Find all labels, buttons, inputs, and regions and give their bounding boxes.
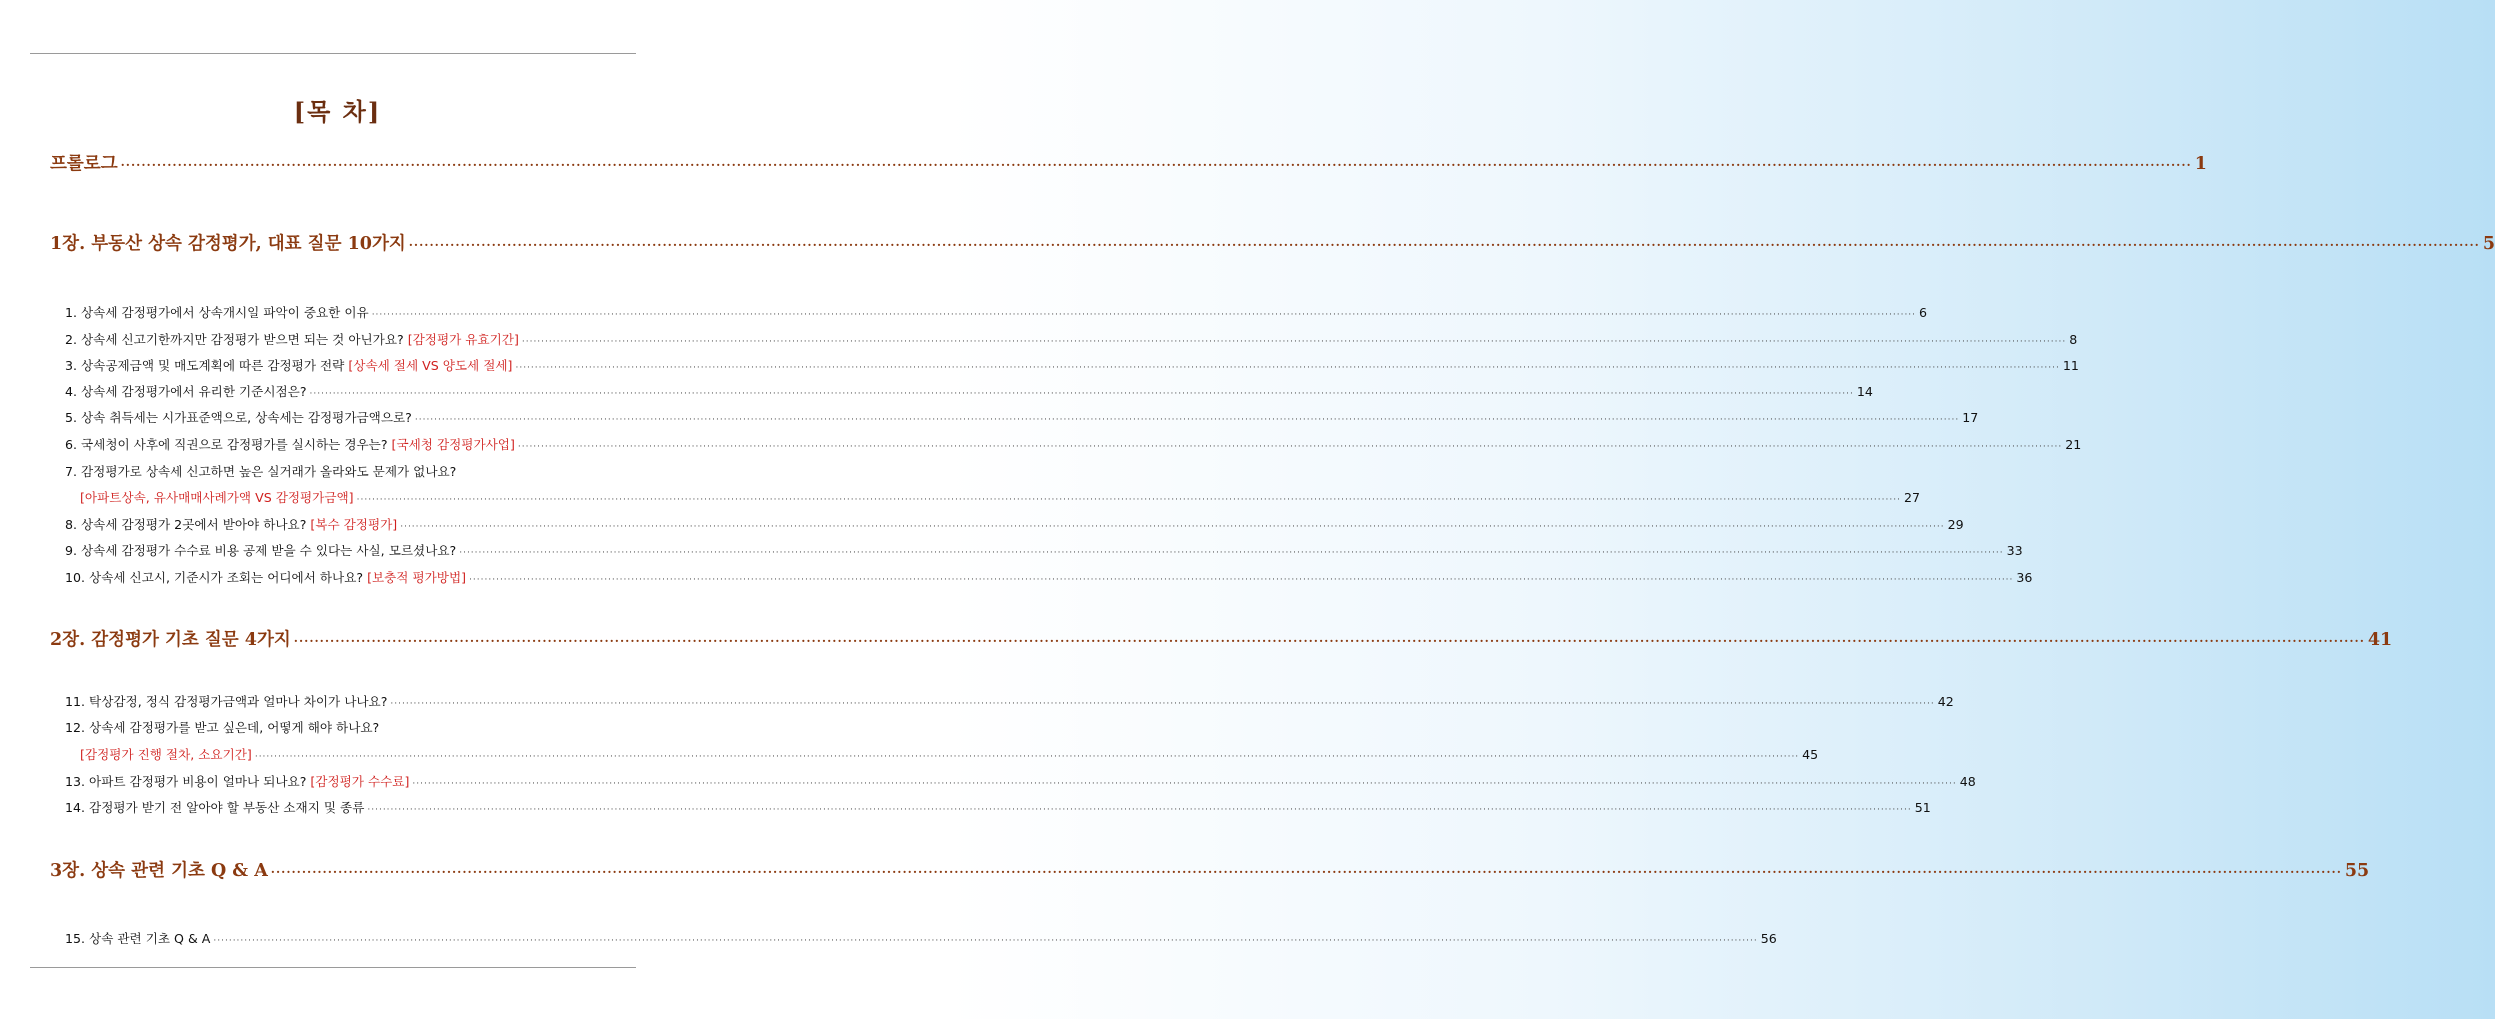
toc-entry-title bbox=[80, 744, 252, 763]
toc-entry bbox=[65, 329, 2078, 348]
page-number: 45 bbox=[1802, 747, 1819, 762]
toc-entry-tag: [국세청 감정평가사업] bbox=[391, 437, 515, 452]
toc-entry-title bbox=[65, 514, 397, 533]
toc-entry bbox=[65, 461, 617, 480]
dot-leader: ················································································································································································································································································································································································································ bbox=[371, 310, 1917, 320]
toc-entry bbox=[65, 514, 1964, 533]
page-number: 8 bbox=[2069, 332, 2078, 347]
toc-entry bbox=[65, 407, 1979, 426]
toc-entry-title bbox=[65, 797, 364, 816]
toc-entry-tag: [감정평가 진행 절차, 소요기간] bbox=[80, 747, 252, 762]
toc-entry-title bbox=[65, 329, 519, 348]
dot-leader: ················································································································································································································································································································································································································ bbox=[367, 805, 1912, 815]
toc-entry-title bbox=[65, 434, 515, 453]
toc-entry bbox=[65, 717, 617, 736]
dot-leader: ················································································································································································································································································································································································································ bbox=[469, 575, 2014, 585]
toc-entry-text: 10. 상속세 신고시, 기준시가 조회는 어디에서 하나요? bbox=[65, 570, 368, 585]
toc-entry-text: 프롤로그 bbox=[50, 154, 118, 174]
dot-leader: ················································································································································································································································································································································································································ bbox=[213, 936, 1758, 946]
page-number: 42 bbox=[1937, 694, 1954, 709]
toc-entry bbox=[65, 540, 2023, 559]
toc-entry-tag: [상속세 절세 VS 양도세 절세] bbox=[348, 358, 513, 373]
toc-entry-title bbox=[65, 302, 369, 321]
toc-entry-title bbox=[50, 150, 118, 175]
page-number: 48 bbox=[1959, 774, 1976, 789]
dot-leader: ················································································································································································································································································································································································································ bbox=[517, 442, 2063, 452]
toc-entry-text: 3장. 상속 관련 기초 Q & A bbox=[50, 861, 268, 881]
dot-leader: ················································································································································································································································································································································································································ bbox=[390, 699, 1935, 709]
toc-entry-text: 14. 감정평가 받기 전 알아야 할 부동산 소재지 및 종류 bbox=[65, 800, 365, 815]
toc-entry-text: 7. 감정평가로 상속세 신고하면 높은 실거래가 올라와도 문제가 없나요? bbox=[65, 464, 457, 479]
page-number: 17 bbox=[1962, 410, 1979, 425]
page-number: 51 bbox=[1914, 800, 1931, 815]
toc-entry-text: 12. 상속세 감정평가를 받고 싶은데, 어떻게 해야 하나요? bbox=[65, 720, 380, 735]
page-number: 27 bbox=[1903, 490, 1920, 505]
dot-leader: ················································································································································································································································································································································································································ bbox=[293, 634, 2365, 648]
page-number: 33 bbox=[2006, 543, 2023, 558]
toc-entry bbox=[65, 928, 1777, 947]
toc-entry bbox=[65, 302, 1928, 321]
toc-entry-text: 9. 상속세 감정평가 수수료 비용 공제 받을 수 있다는 사실, 모르셨나요? bbox=[65, 543, 457, 558]
toc-entry-title bbox=[50, 626, 291, 651]
toc-entry-title bbox=[65, 691, 387, 710]
bottom-divider bbox=[30, 967, 636, 968]
dot-leader: ················································································································································································································································································································································································································ bbox=[521, 337, 2067, 347]
page-number: 14 bbox=[1856, 384, 1873, 399]
toc-entry-title bbox=[65, 355, 512, 374]
toc-entry-text: 6. 국세청이 사후에 직권으로 감정평가를 실시하는 경우는? bbox=[65, 437, 392, 452]
toc-entry bbox=[65, 355, 2079, 374]
toc-entry-continuation bbox=[80, 744, 1819, 763]
page-number: 11 bbox=[2062, 358, 2079, 373]
toc-entry-text: 1장. 부동산 상속 감정평가, 대표 질문 10가지 bbox=[50, 234, 406, 254]
page-number: 5 bbox=[2482, 234, 2495, 254]
toc-entry-title bbox=[65, 381, 307, 400]
toc-entry-text: 3. 상속공제금액 및 매도계획에 따른 감정평가 전략 bbox=[65, 358, 349, 373]
dot-leader: ················································································································································································································································································································································································································ bbox=[254, 752, 1800, 762]
dot-leader: ················································································································································································································································································································································································································ bbox=[356, 495, 1901, 505]
toc-entry bbox=[65, 434, 2082, 453]
page-number: 55 bbox=[2344, 861, 2370, 881]
toc-entry-title bbox=[50, 230, 406, 255]
toc-entry-title bbox=[65, 717, 379, 736]
toc-entry-tag: [감정평가 유효기간] bbox=[407, 332, 519, 347]
page-number: 6 bbox=[1919, 305, 1928, 320]
dot-leader: ················································································································································································································································································································································································································ bbox=[120, 158, 2192, 172]
toc-entry-text: 15. 상속 관련 기초 Q & A bbox=[65, 931, 211, 946]
dot-leader: ················································································································································································································································································································································································································ bbox=[400, 522, 1945, 532]
page-number: 56 bbox=[1760, 931, 1777, 946]
toc-entry-text: 11. 탁상감정, 정식 감정평가금액과 얼마나 차이가 나나요? bbox=[65, 694, 388, 709]
toc-entry-title bbox=[65, 771, 409, 790]
toc-entry bbox=[65, 771, 1976, 790]
dot-leader: ················································································································································································································································································································································································································ bbox=[408, 238, 2480, 252]
toc-entry-text: 2장. 감정평가 기초 질문 4가지 bbox=[50, 630, 291, 650]
toc-entry-tag: [아파트상속, 유사매매사례가액 VS 감정평가금액] bbox=[80, 490, 354, 505]
toc-entry-tag: [감정평가 수수료] bbox=[310, 774, 410, 789]
toc-entry-tag: [복수 감정평가] bbox=[310, 517, 398, 532]
toc-entry-text: 1. 상속세 감정평가에서 상속개시일 파악이 중요한 이유 bbox=[65, 305, 369, 320]
toc-entry-title bbox=[80, 487, 354, 506]
toc-chapter bbox=[50, 150, 2207, 175]
toc-entry-text: 8. 상속세 감정평가 2곳에서 받아야 하나요? bbox=[65, 517, 311, 532]
toc-entry-text: 13. 아파트 감정평가 비용이 얼마나 되나요? bbox=[65, 774, 311, 789]
toc-entry bbox=[65, 691, 1954, 710]
page-number: 41 bbox=[2367, 630, 2393, 650]
toc-chapter bbox=[50, 857, 2370, 882]
toc-entry-title bbox=[65, 407, 412, 426]
page-number: 29 bbox=[1947, 517, 1964, 532]
toc-entry bbox=[65, 381, 1873, 400]
toc-entry-text: 4. 상속세 감정평가에서 유리한 기준시점은? bbox=[65, 384, 307, 399]
dot-leader: ················································································································································································································································································································································································································ bbox=[412, 779, 1957, 789]
toc-entry-text: 5. 상속 취득세는 시가표준액으로, 상속세는 감정평가금액으로? bbox=[65, 410, 412, 425]
toc-entry-title bbox=[65, 928, 210, 947]
toc-entry-title bbox=[65, 461, 456, 480]
dot-leader: ················································································································································································································································································································································································································ bbox=[414, 415, 1960, 425]
toc-entry-continuation bbox=[80, 487, 1920, 506]
top-divider bbox=[30, 53, 636, 54]
dot-leader: ················································································································································································································································································································································································································ bbox=[515, 363, 2060, 373]
toc-entry-title bbox=[50, 857, 268, 882]
toc-entry bbox=[65, 797, 1931, 816]
toc-entry bbox=[65, 567, 2033, 586]
dot-leader: ················································································································································································································································································································································································································ bbox=[270, 865, 2342, 879]
page-number: 21 bbox=[2065, 437, 2082, 452]
dot-leader: ················································································································································································································································································································································································································ bbox=[309, 389, 1854, 399]
dot-leader: ················································································································································································································································································································································································································ bbox=[459, 548, 2004, 558]
toc-entry-title bbox=[65, 540, 456, 559]
toc-entry-text: 2. 상속세 신고기한까지만 감정평가 받으면 되는 것 아닌가요? bbox=[65, 332, 408, 347]
toc-chapter bbox=[50, 230, 2495, 255]
toc-entry-tag: [보충적 평가방법] bbox=[367, 570, 467, 585]
page-title: [목 차] bbox=[293, 97, 382, 126]
toc-chapter bbox=[50, 626, 2393, 651]
page-number: 36 bbox=[2016, 570, 2033, 585]
toc-entry-title bbox=[65, 567, 466, 586]
page-number: 1 bbox=[2194, 154, 2207, 174]
